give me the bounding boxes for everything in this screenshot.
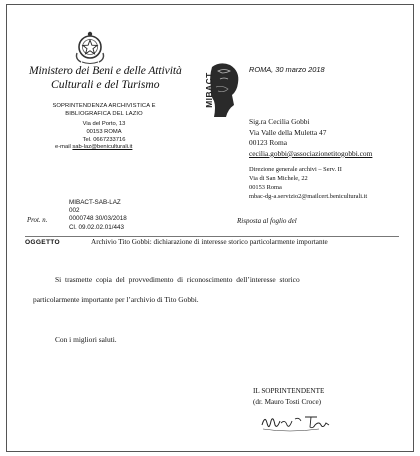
letter-date: ROMA, 30 marzo 2018 — [249, 65, 325, 74]
protocol-label: Prot. n. — [27, 217, 48, 224]
mibact-logo-text: MIBACT — [204, 72, 214, 108]
protocol-stamp: MIBACT-SAB-LAZ 002 0000748 30/03/2018 Cl. 09.02.02.01/443 — [69, 199, 127, 231]
office-email-link[interactable]: sab-laz@beniculturali.it — [72, 144, 133, 150]
ministry-name-line1: Ministero dei Beni e delle Attività — [29, 64, 182, 77]
signatory-name: (dr. Mauro Tosti Croce) — [253, 398, 322, 406]
secondary-recipient-block: Direzione generale archivi – Serv. II Via di San Michele, 22 00153 Roma mbac-dg-a.servizio2@mailcert.beniculturali.it — [249, 166, 368, 200]
signatory-title: IL SOPRINTENDENTE — [253, 387, 325, 395]
ministry-name-line2: Culturali e del Turismo — [51, 78, 160, 91]
office-email: e-mail sab-laz@beniculturali.it — [55, 144, 133, 150]
republic-emblem-icon — [73, 29, 107, 65]
closing-greeting: Con i migliori saluti. — [55, 335, 117, 344]
secondary-recipient-email[interactable]: mbac-dg-a.servizio2@mailcert.beniculturali.it — [249, 193, 368, 200]
letter-page — [6, 4, 414, 452]
recipient-block: Sig.ra Cecilia Gobbi Via Valle della Muletta 47 00123 Roma cecilia.gobbi@associazionetitogobbi.com — [249, 117, 373, 158]
subject-label: OGGETTO — [25, 239, 60, 246]
handwritten-signature — [259, 409, 339, 435]
reply-reference: Risposta al foglio del — [237, 217, 297, 225]
body-paragraph-line2: particolarmente importante per l’archivio di Tito Gobbi. — [33, 295, 199, 304]
body-paragraph-line1: Si trasmette copia del provvedimento di riconoscimento dell’interesse storico — [55, 275, 300, 284]
recipient-email-link[interactable]: cecilia.gobbi@associazionetitogobbi.com — [249, 148, 373, 158]
subject-divider — [25, 236, 399, 237]
subject-text: Archivio Tito Gobbi: dichiarazione di interesse storico particolarmente importante — [91, 238, 328, 246]
office-address: Via del Porto, 13 00153 ROMA Tel. 0667233716 — [82, 121, 126, 143]
office-name: SOPRINTENDENZA ARCHIVISTICA E BIBLIOGRAFICA DEL LAZIO — [52, 103, 156, 117]
